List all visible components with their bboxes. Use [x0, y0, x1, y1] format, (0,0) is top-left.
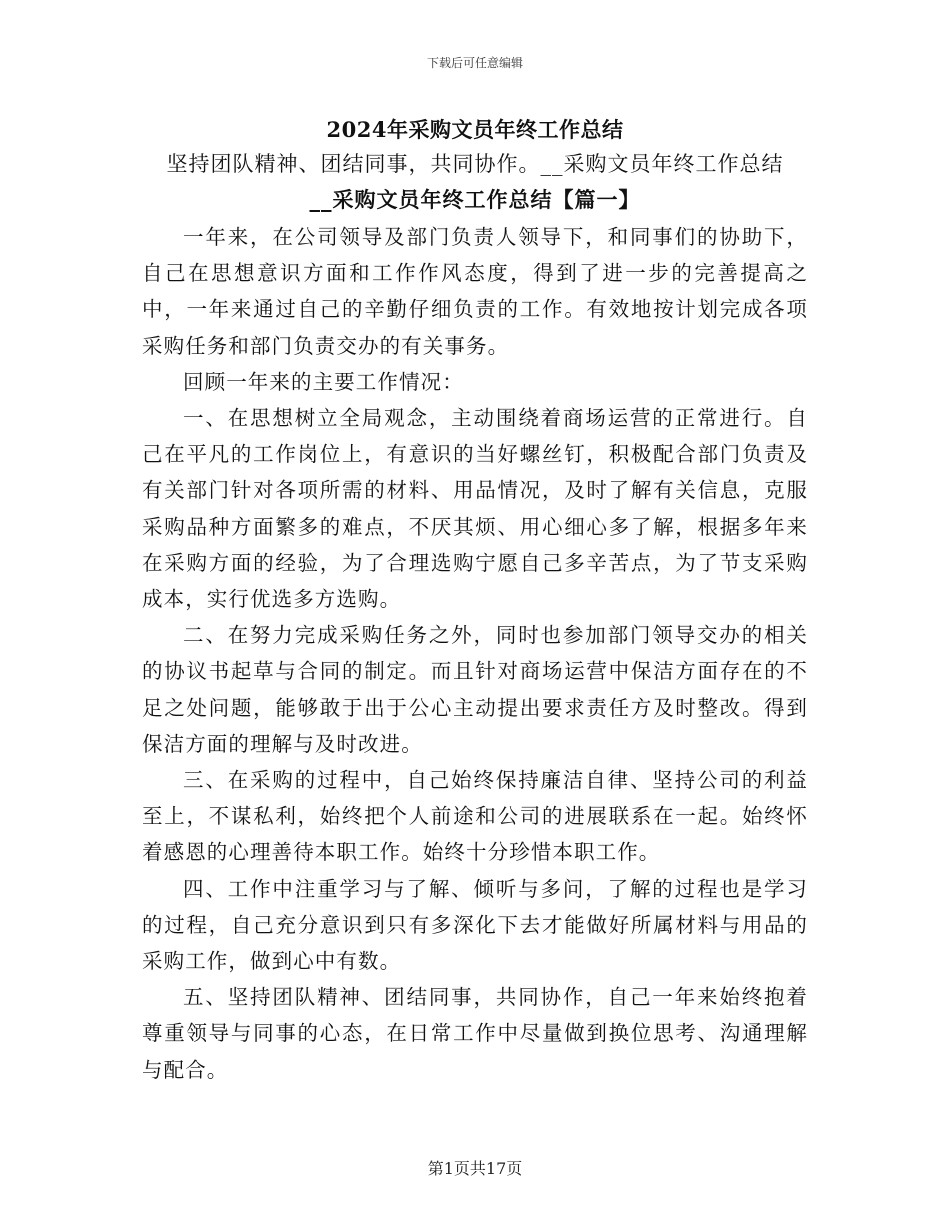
page-header: 下载后可任意编辑 [426, 56, 523, 70]
page-footer: 第1页共17页 [427, 1159, 523, 1178]
document-title: 2024年采购文员年终工作总结 [326, 117, 624, 142]
body-paragraph: 四、工作中注重学习与了解、倾听与多问，了解的过程也是学习的过程，自己充分意识到只有多深化下去才能做好所属材料与用品的采购工作，做到心中有数。 [142, 876, 808, 974]
body-paragraph: 三、在采购的过程中，自己始终保持廉洁自律、坚持公司的利益至上，不谋私利，始终把个人前途和公司的进展联系在一起。始终怀着感恩的心理善待本职工作。始终十分珍惜本职工作。 [142, 768, 808, 865]
section-heading: __采购文员年终工作总结【篇一】 [309, 187, 641, 212]
body-paragraph: 一、在思想树立全局观念，主动围绕着商场运营的正常进行。自己在平凡的工作岗位上，有意识的当好螺丝钉，积极配合部门负责及有关部门针对各项所需的材料、用品情况，及时了解有关信息，克服采购品种方面繁多的难点，不厌其烦、用心细心多了解，根据多年来在采购方面的经验，为了合理选购宁愿自己多辛苦点，为了节支采购成本，实行优选多方选购。 [142, 406, 808, 612]
body-paragraph: 一年来，在公司领导及部门负责人领导下，和同事们的协助下，自己在思想意识方面和工作作风态度，得到了进一步的完善提高之中，一年来通过自己的辛勤仔细负责的工作。有效地按计划完成各项采购任务和部门负责交办的有关事务。 [142, 225, 808, 358]
body-paragraph: 五、坚持团队精神、团结同事，共同协作，自己一年来始终抱着尊重领导与同事的心态，在日常工作中尽量做到换位思考、沟通理解与配合。 [142, 985, 808, 1082]
document-body [142, 219, 808, 1088]
body-paragraph: 回顾一年来的主要工作情况： [183, 369, 464, 394]
body-paragraph: 二、在努力完成采购任务之外，同时也参加部门领导交办的相关的协议书起草与合同的制定。而且针对商场运营中保洁方面存在的不足之处问题，能够敢于出于公心主动提出要求责任方及时整改。得到保洁方面的理解与及时改进。 [142, 623, 808, 756]
document-subtitle: 坚持团队精神、团结同事，共同协作。__采购文员年终工作总结 [166, 152, 784, 176]
